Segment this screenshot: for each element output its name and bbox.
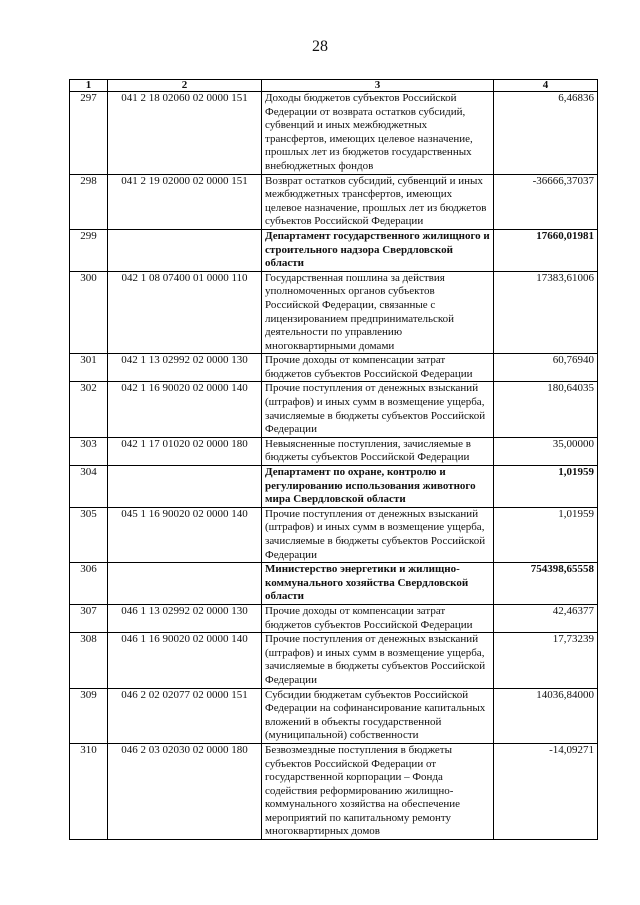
- budget-code: [108, 229, 262, 271]
- table-body: [70, 92, 598, 840]
- row-number: 310: [70, 743, 108, 839]
- row-amount: 35,00000: [494, 437, 598, 465]
- column-header-4: 4: [494, 80, 598, 92]
- table-row: [70, 604, 598, 632]
- budget-code: 041 2 19 02000 02 0000 151: [108, 174, 262, 229]
- budget-code: 046 2 03 02030 02 0000 180: [108, 743, 262, 839]
- table-row: [70, 382, 598, 437]
- row-amount: -36666,37037: [494, 174, 598, 229]
- row-description: Прочие поступления от денежных взысканий (штрафов) и иных сумм в возмещение ущерба, зачисляемые в бюджеты субъектов Российской Федерации: [262, 633, 494, 688]
- table-row: [70, 174, 598, 229]
- table-row: [70, 437, 598, 465]
- budget-code: [108, 466, 262, 508]
- row-description: Доходы бюджетов субъектов Российской Федерации от возврата остатков субсидий, субвенций и иных межбюджетных трансфертов, имеющих целевое назначение, прошлых лет из бюджетов государственных внебюджетных фондов: [262, 92, 494, 175]
- row-amount: 60,76940: [494, 354, 598, 382]
- row-number: 307: [70, 604, 108, 632]
- row-amount: 42,46377: [494, 604, 598, 632]
- table-row: [70, 466, 598, 508]
- budget-code: [108, 563, 262, 605]
- row-amount: 6,46836: [494, 92, 598, 175]
- row-number: 308: [70, 633, 108, 688]
- row-description: Прочие поступления от денежных взысканий (штрафов) и иных сумм в возмещение ущерба, зачисляемые в бюджеты субъектов Российской Федерации: [262, 382, 494, 437]
- table-row: [70, 229, 598, 271]
- table-row: [70, 688, 598, 743]
- table-row: [70, 507, 598, 562]
- row-description: Безвозмездные поступления в бюджеты субъектов Российской Федерации от государственной корпорации – Фонда содействия реформированию жилищно-коммунального хозяйства на обеспечение мероприятий по капитальному ремонту многоквартирных домов: [262, 743, 494, 839]
- row-number: 300: [70, 271, 108, 354]
- table-row: [70, 354, 598, 382]
- table-row: [70, 743, 598, 839]
- budget-code: 041 2 18 02060 02 0000 151: [108, 92, 262, 175]
- row-description: Прочие доходы от компенсации затрат бюджетов субъектов Российской Федерации: [262, 604, 494, 632]
- row-description: Прочие поступления от денежных взысканий (штрафов) и иных сумм в возмещение ущерба, зачисляемые в бюджеты субъектов Российской Федерации: [262, 507, 494, 562]
- row-amount: 180,64035: [494, 382, 598, 437]
- table-row: [70, 271, 598, 354]
- budget-code: 042 1 08 07400 01 0000 110: [108, 271, 262, 354]
- row-description: Департамент по охране, контролю и регулированию использования животного мира Свердловской области: [262, 466, 494, 508]
- row-number: 299: [70, 229, 108, 271]
- row-amount: 1,01959: [494, 466, 598, 508]
- row-number: 303: [70, 437, 108, 465]
- row-amount: 17660,01981: [494, 229, 598, 271]
- budget-code: 046 2 02 02077 02 0000 151: [108, 688, 262, 743]
- row-description: Прочие доходы от компенсации затрат бюджетов субъектов Российской Федерации: [262, 354, 494, 382]
- row-number: 298: [70, 174, 108, 229]
- column-header-2: 2: [108, 80, 262, 92]
- budget-code: 042 1 13 02992 02 0000 130: [108, 354, 262, 382]
- row-amount: -14,09271: [494, 743, 598, 839]
- row-description: Государственная пошлина за действия уполномоченных органов субъектов Российской Федерации, связанные с лицензированием предпринимательской деятельности по управлению многоквартирными домами: [262, 271, 494, 354]
- row-description: Невыясненные поступления, зачисляемые в бюджеты субъектов Российской Федерации: [262, 437, 494, 465]
- table-row: [70, 92, 598, 175]
- page-number: 28: [312, 38, 328, 55]
- budget-code: 046 1 16 90020 02 0000 140: [108, 633, 262, 688]
- row-amount: 754398,65558: [494, 563, 598, 605]
- row-number: 297: [70, 92, 108, 175]
- budget-code: 046 1 13 02992 02 0000 130: [108, 604, 262, 632]
- row-number: 301: [70, 354, 108, 382]
- row-description: Возврат остатков субсидий, субвенций и иных межбюджетных трансфертов, имеющих целевое назначение, прошлых лет из бюджетов субъектов Российской Федерации: [262, 174, 494, 229]
- row-number: 309: [70, 688, 108, 743]
- row-description: Департамент государственного жилищного и строительного надзора Свердловской области: [262, 229, 494, 271]
- row-amount: 17,73239: [494, 633, 598, 688]
- budget-code: 042 1 17 01020 02 0000 180: [108, 437, 262, 465]
- budget-code: 042 1 16 90020 02 0000 140: [108, 382, 262, 437]
- table-row: [70, 563, 598, 605]
- row-amount: 17383,61006: [494, 271, 598, 354]
- row-amount: 14036,84000: [494, 688, 598, 743]
- column-header-1: 1: [70, 80, 108, 92]
- row-description: Министерство энергетики и жилищно-коммунального хозяйства Свердловской области: [262, 563, 494, 605]
- budget-code: 045 1 16 90020 02 0000 140: [108, 507, 262, 562]
- column-header-3: 3: [262, 80, 494, 92]
- row-number: 304: [70, 466, 108, 508]
- table-header-row: [70, 80, 598, 92]
- row-amount: 1,01959: [494, 507, 598, 562]
- budget-table: [69, 79, 598, 840]
- row-number: 306: [70, 563, 108, 605]
- table-row: [70, 633, 598, 688]
- row-description: Субсидии бюджетам субъектов Российской Федерации на софинансирование капитальных вложений в объекты государственной (муниципальной) собственности: [262, 688, 494, 743]
- row-number: 302: [70, 382, 108, 437]
- row-number: 305: [70, 507, 108, 562]
